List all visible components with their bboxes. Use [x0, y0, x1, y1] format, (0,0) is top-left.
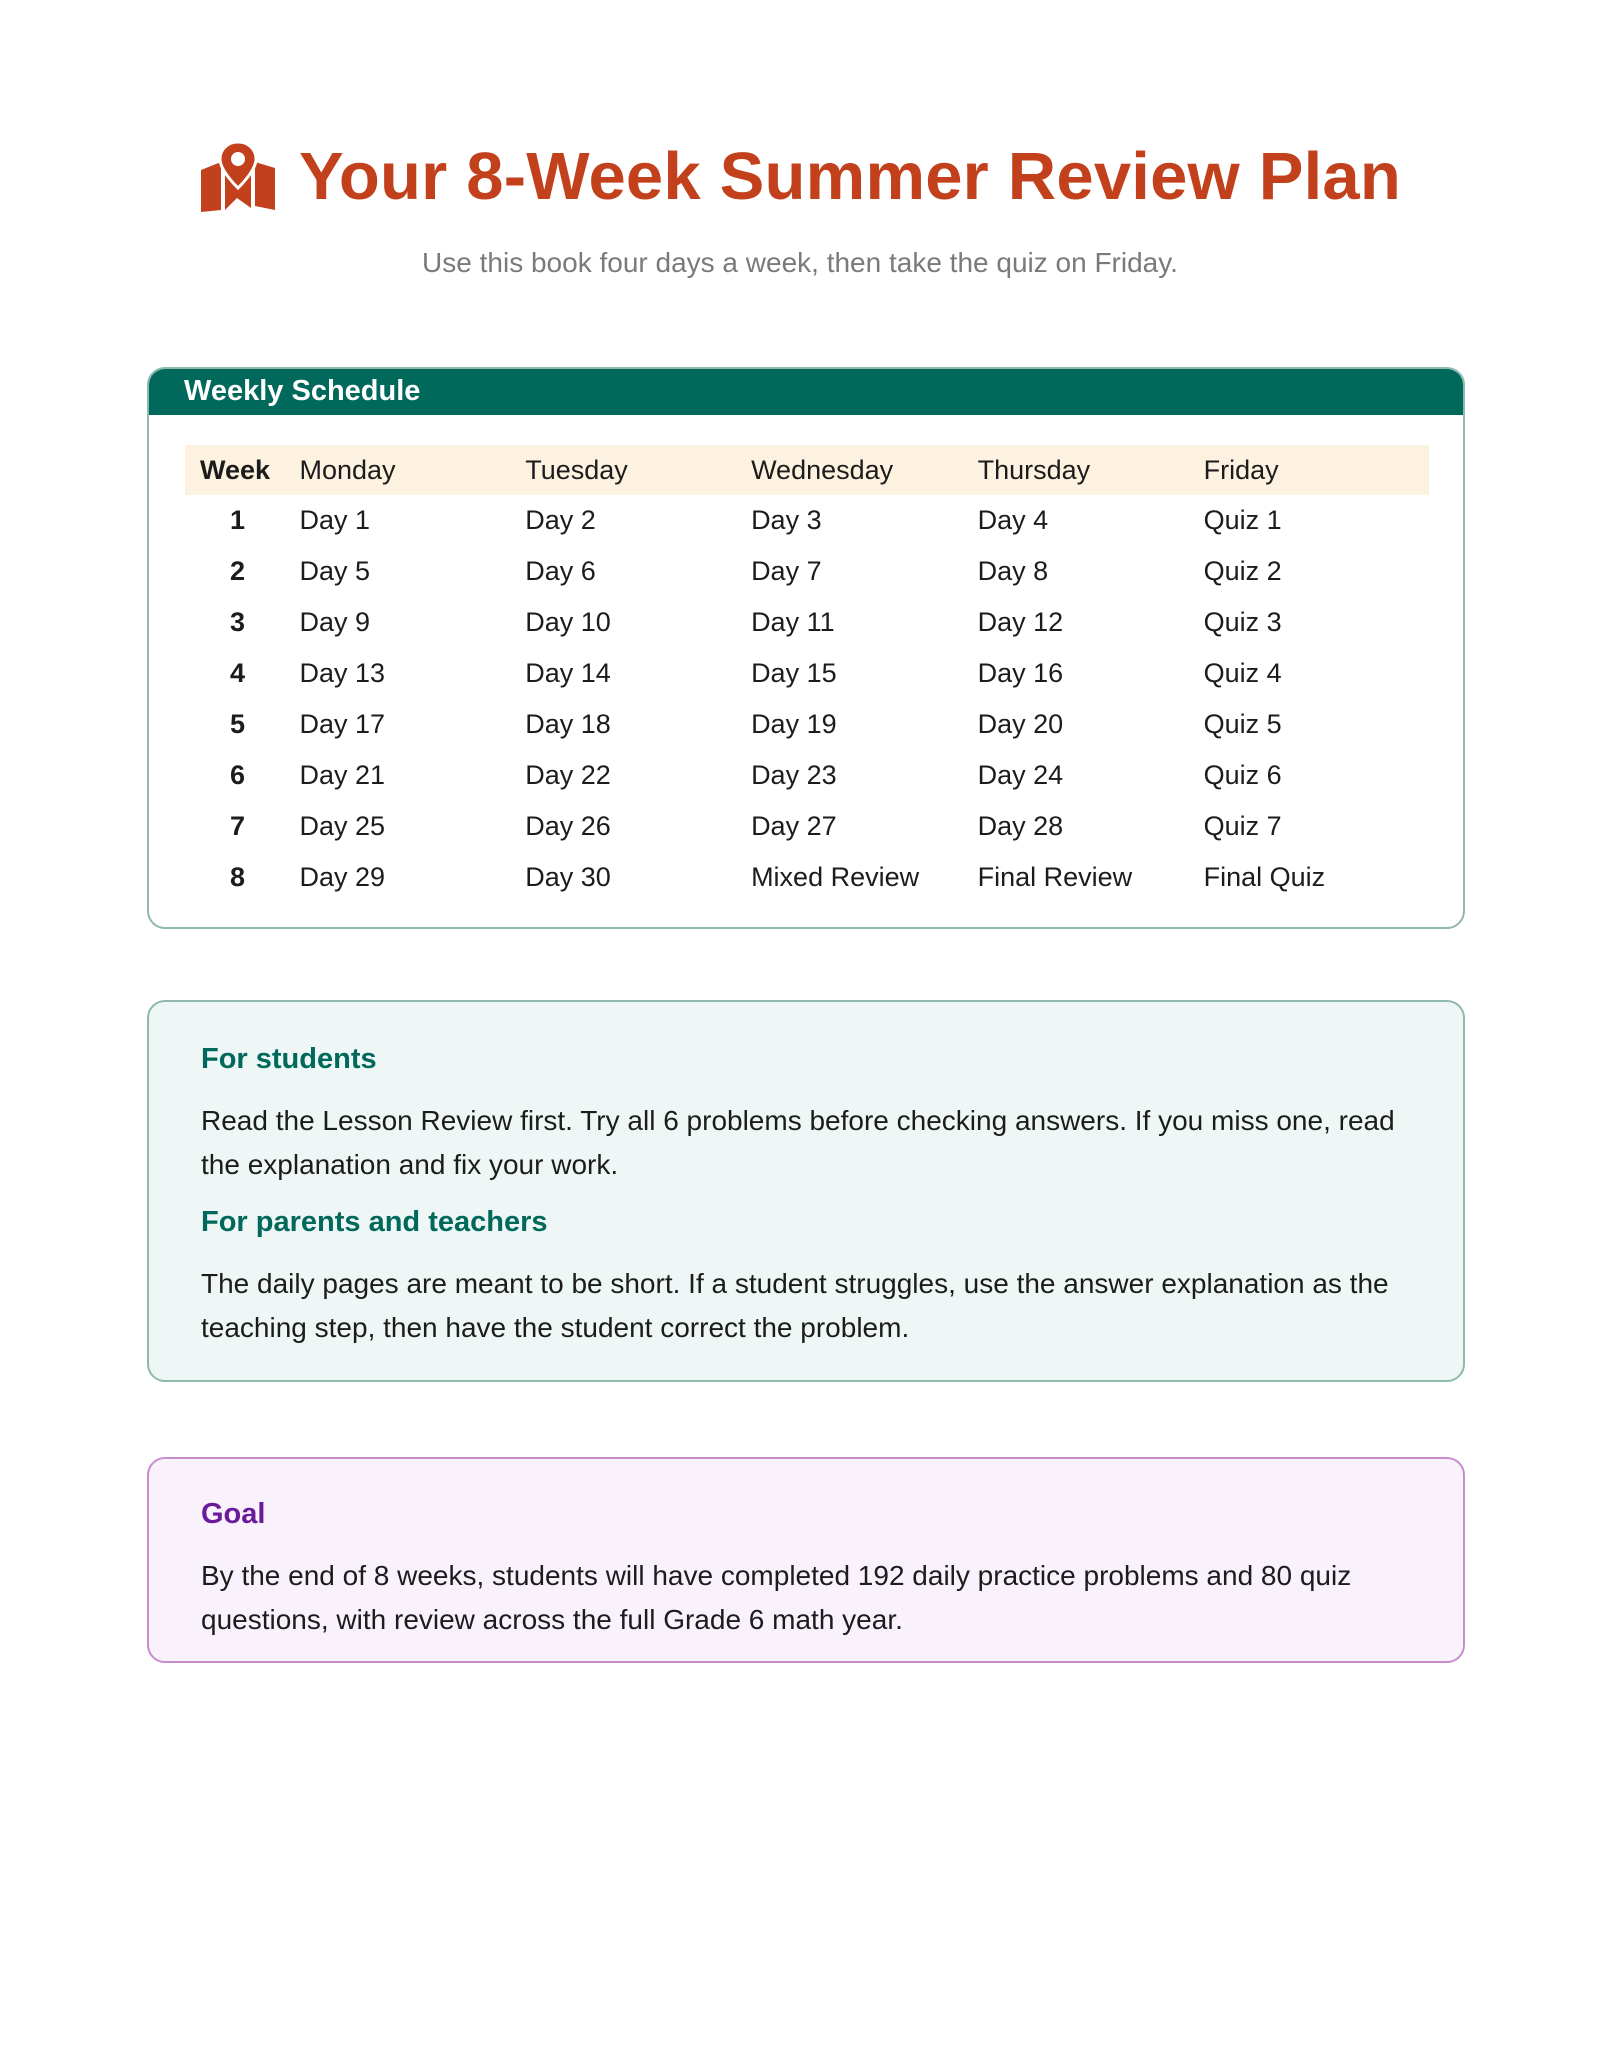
week-number: 5 [230, 709, 246, 739]
table-cell: Day 23 [751, 760, 837, 790]
table-cell: Day 18 [525, 709, 611, 739]
page-subtitle: Use this book four days a week, then take the quiz on Friday. [422, 247, 1178, 278]
table-cell: Quiz 6 [1203, 760, 1282, 790]
table-cell: Day 12 [977, 607, 1064, 637]
page-title: Your 8-Week Summer Review Plan [299, 138, 1401, 214]
table-cell: Day 3 [751, 505, 822, 535]
table-cell: Quiz 7 [1203, 811, 1282, 841]
table-cell: Day 14 [525, 658, 611, 688]
column-header-friday: Friday [1204, 445, 1429, 495]
column-header-tuesday: Tuesday [525, 445, 751, 495]
table-row [185, 546, 1429, 597]
table-cell: Day 4 [977, 505, 1049, 535]
week-number: 1 [230, 505, 246, 535]
table-row [185, 495, 1429, 546]
table-cell: Day 30 [525, 862, 611, 892]
table-cell: Day 9 [299, 607, 371, 637]
column-header-thursday: Thursday [978, 445, 1204, 495]
week-number: 7 [230, 811, 246, 841]
table-header-row [185, 445, 1429, 495]
table-cell: Day 24 [977, 760, 1064, 790]
parents-heading: For parents and teachers [201, 1205, 548, 1238]
table-cell: Day 19 [751, 709, 837, 739]
table-cell: Final Review [977, 862, 1133, 892]
table-cell: Day 29 [299, 862, 386, 892]
table-cell: Quiz 4 [1203, 658, 1282, 688]
students-text: Read the Lesson Review first. Try all 6 problems before checking answers. If you miss one, read the explanation and fix your work. [201, 1104, 1395, 1180]
table-cell: Day 11 [751, 607, 835, 637]
table-cell: Day 8 [977, 556, 1049, 586]
students-heading: For students [201, 1043, 377, 1075]
column-header-monday: Monday [299, 445, 525, 495]
table-row [185, 801, 1429, 852]
week-number: 6 [230, 760, 246, 790]
week-number: 4 [230, 658, 246, 688]
table-cell: Day 25 [299, 811, 386, 841]
table-cell: Day 6 [525, 556, 596, 586]
table-cell: Day 26 [525, 811, 611, 841]
table-cell: Final Quiz [1203, 862, 1326, 892]
table-cell: Day 17 [299, 709, 386, 739]
table-cell: Day 27 [751, 811, 837, 841]
column-header-week: Week [185, 445, 299, 495]
title-row [199, 140, 1401, 212]
schedule-table [185, 445, 1429, 903]
weekly-schedule-card [147, 367, 1465, 929]
table-row [185, 597, 1429, 648]
goal-card [147, 1457, 1465, 1663]
week-number: 2 [230, 556, 246, 586]
table-cell: Day 13 [299, 658, 386, 688]
table-row [185, 750, 1429, 801]
table-cell: Quiz 2 [1203, 556, 1282, 586]
table-cell: Quiz 5 [1203, 709, 1282, 739]
table-cell: Day 2 [525, 505, 596, 535]
week-number: 8 [230, 862, 246, 892]
table-row [185, 699, 1429, 750]
notes-card [147, 1000, 1465, 1382]
table-row [185, 648, 1429, 699]
table-cell: Day 1 [299, 505, 371, 535]
schedule-heading: Weekly Schedule [149, 369, 1463, 415]
table-cell: Day 7 [751, 556, 822, 586]
table-cell: Day 21 [299, 760, 386, 790]
table-cell: Mixed Review [751, 862, 920, 892]
table-cell: Day 20 [977, 709, 1064, 739]
table-cell: Day 5 [299, 556, 371, 586]
map-pin-icon [199, 140, 277, 212]
parents-text: The daily pages are meant to be short. If a student struggles, use the answer explanation as the teaching step, then have the student correct the problem. [201, 1267, 1389, 1343]
table-cell: Quiz 3 [1203, 607, 1282, 637]
week-number: 3 [230, 607, 246, 637]
table-cell: Day 10 [525, 607, 611, 637]
page-header [0, 140, 1600, 279]
table-cell: Day 16 [977, 658, 1064, 688]
column-header-wednesday: Wednesday [751, 445, 978, 495]
table-cell: Day 28 [977, 811, 1064, 841]
table-cell: Day 15 [751, 658, 837, 688]
table-row [185, 852, 1429, 903]
goal-text: By the end of 8 weeks, students will have completed 192 daily practice problems and 80 quiz questions, with review across the full Grade 6 math year. [201, 1559, 1352, 1635]
table-cell: Quiz 1 [1203, 505, 1282, 535]
goal-heading: Goal [201, 1498, 266, 1530]
table-cell: Day 22 [525, 760, 611, 790]
